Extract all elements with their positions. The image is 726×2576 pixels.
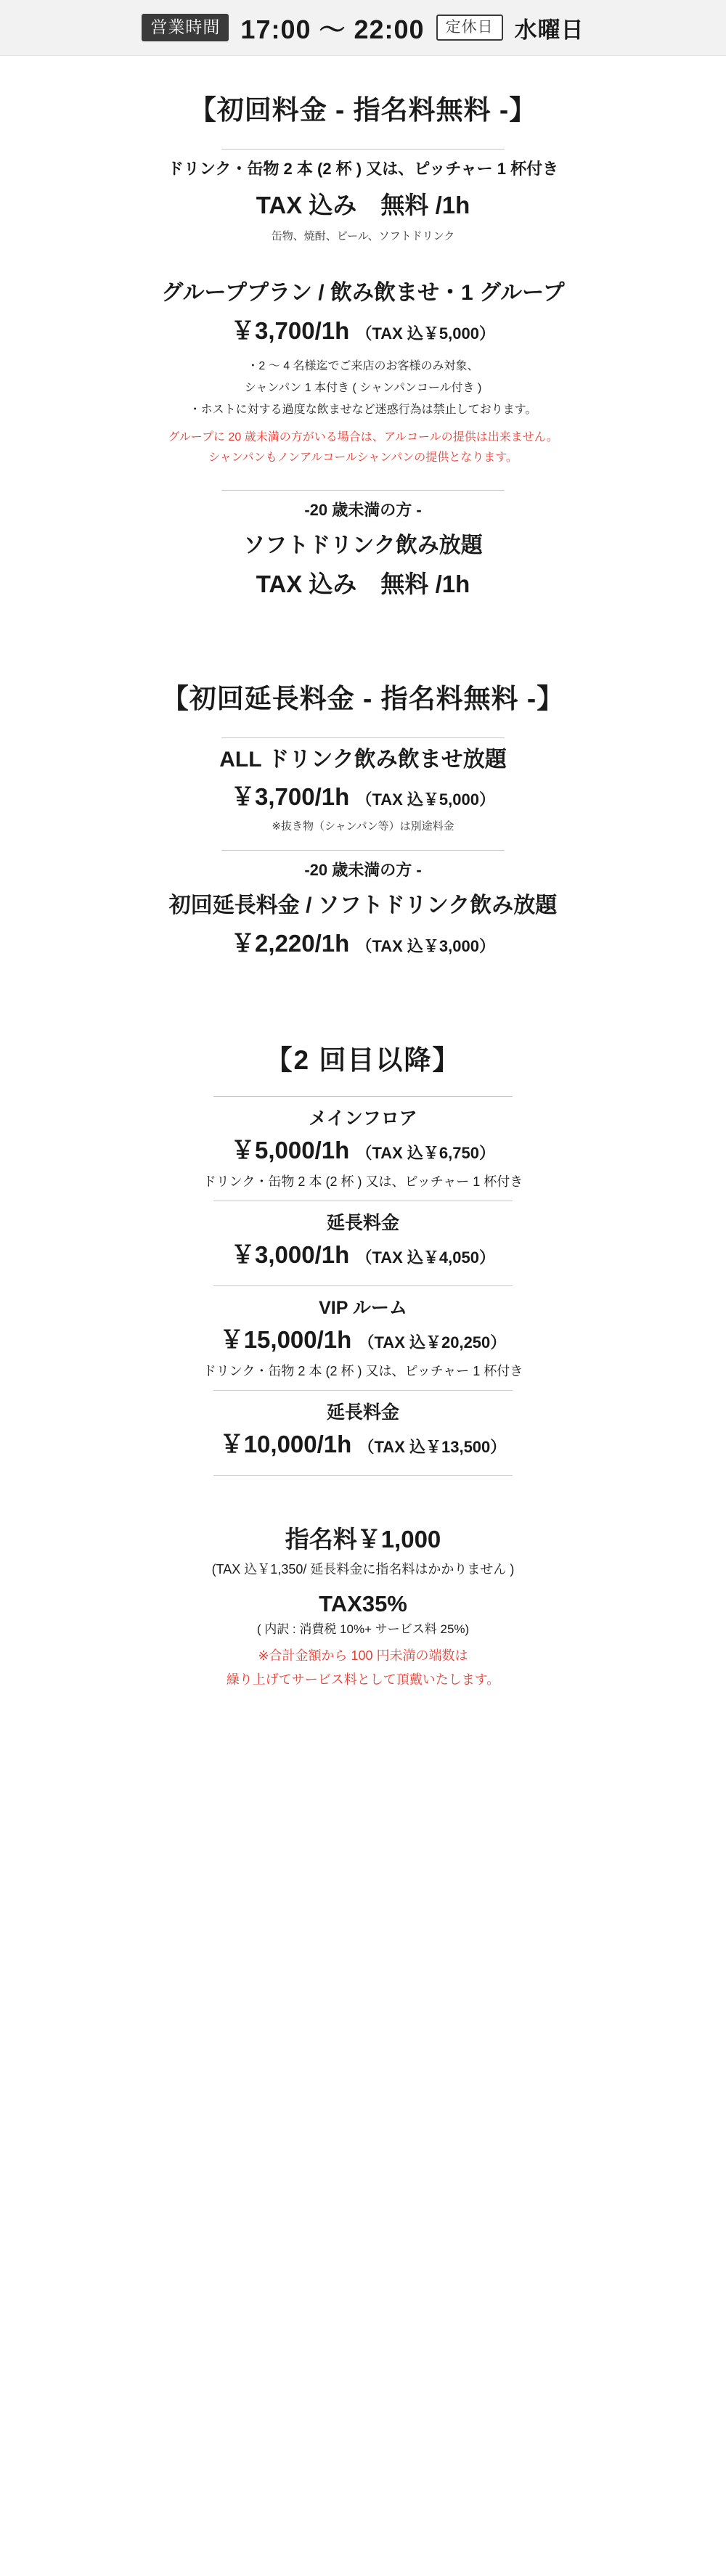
item-price-row [16, 1324, 710, 1357]
spacer [16, 468, 710, 490]
group-plan-bullet: ・ホストに対する過度な飲ませなど迷惑行為は禁止しております。 [189, 403, 537, 416]
second-time-section-title: 【2 回目以降】 [265, 1045, 461, 1076]
first-time-price: TAX 込み 無料 /1h [256, 192, 470, 219]
spacer [16, 964, 710, 1012]
spacer [16, 250, 710, 271]
group-plan-price: ￥3,700/1h [231, 316, 350, 344]
first-time-minor-plan [16, 498, 710, 601]
item-price-row [16, 1428, 710, 1461]
item-tax: （TAX 込￥6,750） [356, 1144, 495, 1163]
first-time-base-plan [16, 157, 710, 245]
warning-line: グループに 20 歳未満の方がいる場合は、アルコールの提供は出来ません。 [168, 431, 558, 444]
item-desc: ドリンク・缶物 2 本 (2 杯 ) 又は、ピッチャー 1 杯付き [203, 1174, 523, 1189]
second-time-item-extension-vip [16, 1398, 710, 1461]
minor-plan-name: ソフトドリンク飲み放題 [243, 533, 483, 558]
item-desc: ドリンク・缶物 2 本 (2 杯 ) 又は、ピッチャー 1 杯付き [203, 1363, 523, 1378]
footer-rounding-note [16, 1644, 710, 1691]
second-time-item-main-floor [16, 1104, 710, 1190]
item-price: ￥10,000/1h [219, 1430, 352, 1457]
item-label: VIP ルーム [319, 1298, 407, 1319]
item-price-row [16, 1134, 710, 1167]
spacer [16, 1476, 710, 1513]
group-plan [16, 277, 710, 468]
group-plan-minor-warning [16, 428, 710, 468]
nomination-note: (TAX 込￥1,350/ 延長料金に指名料はかかりません ) [211, 1562, 515, 1577]
spacer [16, 840, 710, 850]
all-drink-label: ALL ドリンク飲み飲ませ放題 [219, 747, 507, 772]
price-content [0, 88, 726, 1735]
item-label: 延長料金 [326, 1402, 399, 1423]
warning-line: シャンパンもノンアルコールシャンパンの提供となります。 [208, 451, 518, 465]
minor-plan-name: 初回延長料金 / ソフトドリンク飲み放題 [168, 894, 558, 918]
tax-breakdown: ( 内訳 : 消費税 10%+ サービス料 25%) [256, 1622, 470, 1637]
divider [221, 737, 505, 738]
item-price: ￥15,000/1h [219, 1326, 352, 1354]
rounding-note-line: ※合計金額から 100 円未満の端数は [258, 1648, 468, 1664]
minor-plan-price: TAX 込み 無料 /1h [256, 570, 470, 597]
group-plan-price-row [16, 315, 710, 348]
group-plan-bullet: シャンパン 1 本付き ( シャンパンコール付き ) [244, 381, 482, 394]
footer-fees [16, 1521, 710, 1691]
all-drink-tax: （TAX 込￥5,000） [356, 790, 495, 809]
item-price: ￥5,000/1h [231, 1137, 350, 1164]
minor-label: -20 歳未満の方 - [304, 860, 422, 879]
first-time-drink-line: ドリンク・缶物 2 本 (2 杯 ) 又は、ピッチャー 1 杯付き [167, 160, 559, 178]
spacer [16, 1465, 710, 1475]
closed-day-value: 水曜日 [514, 17, 584, 43]
minor-label: -20 歳未満の方 - [304, 501, 422, 520]
group-plan-bullet: ・2 〜 4 名様迄でご来店のお客様のみ対象、 [247, 360, 479, 373]
item-price: ￥3,000/1h [231, 1240, 350, 1268]
hours-label-tag: 営業時間 [142, 14, 229, 41]
hours-value: 17:00 〜 22:00 [240, 14, 425, 44]
tax-rate: TAX35% [319, 1591, 407, 1617]
item-tax: （TAX 込￥4,050） [356, 1248, 495, 1267]
all-drink-price: ￥3,700/1h [231, 783, 350, 811]
group-plan-bullets [16, 356, 710, 420]
closed-day-label-tag: 定休日 [436, 15, 503, 41]
first-time-drink-kinds: 缶物、焼酎、ビール、ソフトドリンク [271, 230, 455, 243]
first-extension-minor-plan [16, 858, 710, 960]
rounding-note-line: 繰り上げてサービス料として頂戴いたします。 [226, 1672, 500, 1687]
second-time-item-vip-room [16, 1293, 710, 1380]
divider [213, 1096, 513, 1097]
item-tax: （TAX 込￥13,500） [358, 1437, 507, 1456]
divider [221, 850, 505, 851]
minor-price-tax: （TAX 込￥3,000） [356, 936, 495, 955]
minor-price: ￥2,220/1h [231, 929, 350, 957]
item-label: メインフロア [309, 1108, 417, 1129]
spacer [16, 1190, 710, 1201]
divider [221, 149, 505, 150]
divider [213, 1390, 513, 1391]
divider [213, 1285, 513, 1286]
all-drink-note: ※抜き物（シャンパン等）は別途料金 [272, 819, 454, 833]
first-time-section-title: 【初回料金 - 指名料無料 -】 [189, 95, 537, 125]
divider [221, 490, 505, 491]
minor-price-row [16, 928, 710, 960]
all-drink-price-row [16, 781, 710, 814]
spacer [16, 1380, 710, 1390]
item-label: 延長料金 [326, 1212, 399, 1233]
first-extension-all-drink [16, 744, 710, 835]
group-plan-title: グループプラン / 飲み飲ませ・1 グループ [161, 281, 565, 306]
spacer [16, 607, 710, 645]
item-price-row [16, 1239, 710, 1272]
spacer [16, 1691, 710, 1735]
spacer [16, 1275, 710, 1285]
second-time-item-extension-main [16, 1209, 710, 1272]
group-plan-tax: （TAX 込￥5,000） [356, 324, 495, 343]
item-tax: （TAX 込￥20,250） [358, 1333, 507, 1352]
business-hours-header [0, 0, 726, 56]
nomination-fee: 指名料￥1,000 [285, 1526, 441, 1553]
first-extension-section-title: 【初回延長料金 - 指名料無料 -】 [161, 683, 565, 713]
